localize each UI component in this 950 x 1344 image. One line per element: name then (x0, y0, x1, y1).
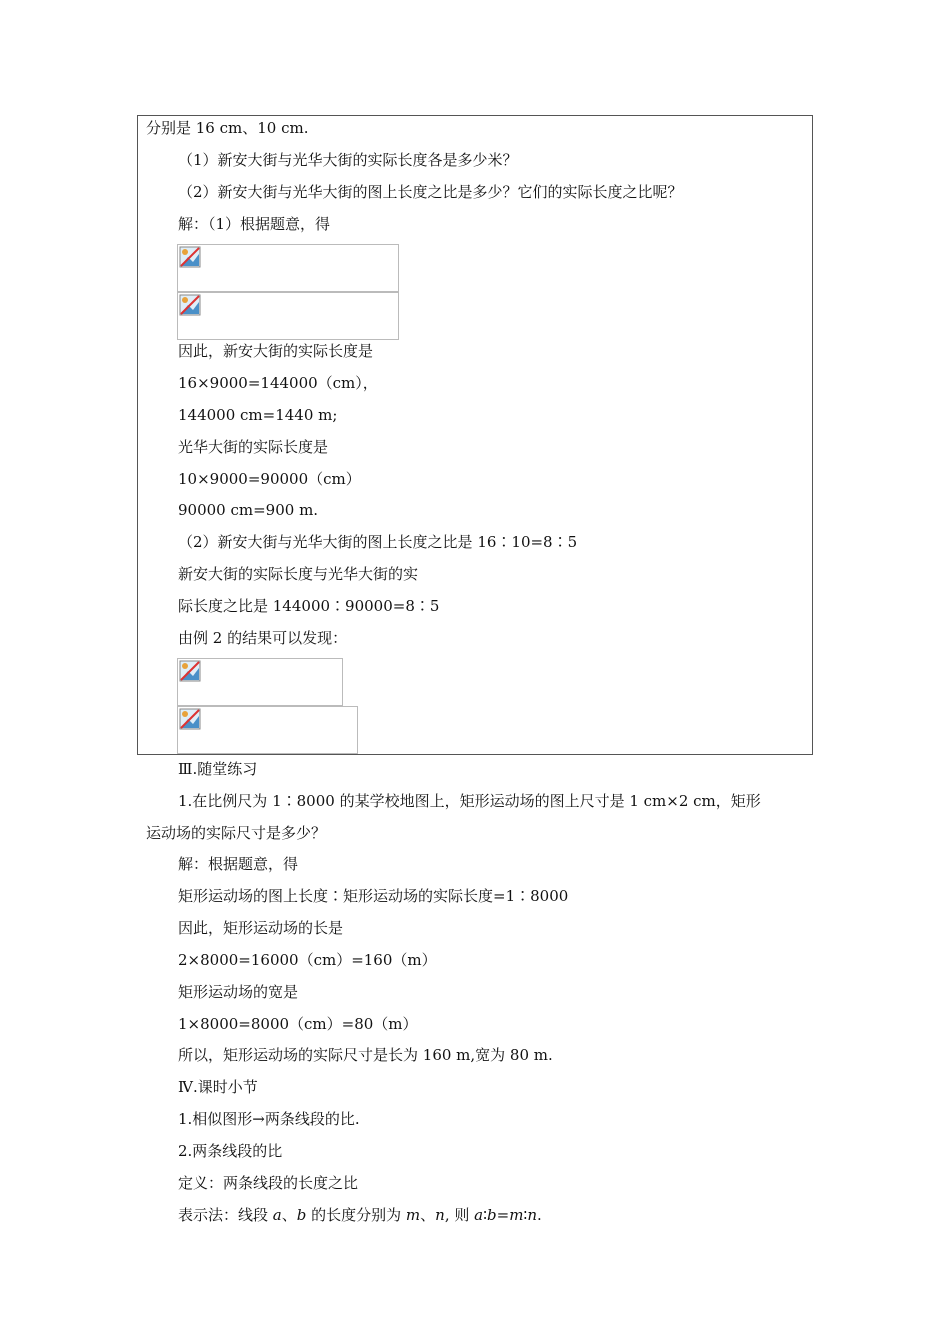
var-m: m (509, 1206, 524, 1224)
box-line-9: 10×9000=90000（cm） (178, 470, 361, 488)
var-m: m (405, 1206, 421, 1224)
solution-intro: 解：（1）根据题意，得 (178, 215, 331, 233)
broken-image-icon (179, 246, 201, 268)
notation-text: 的长度分别为 (306, 1206, 406, 1224)
var-n: n (435, 1206, 445, 1224)
exercise-solution-1: 解：根据题意，得 (178, 855, 299, 873)
box-line-13: 际长度之比是 144000∶90000=8∶5 (178, 597, 440, 615)
box-line-11: （2）新安大街与光华大街的图上长度之比是 16∶10=8∶5 (178, 533, 578, 551)
section4-heading: Ⅳ.课时小节 (178, 1078, 258, 1096)
section3-heading: Ⅲ.随堂练习 (178, 760, 258, 778)
var-b: b (487, 1206, 497, 1224)
exercise-solution-4: 2×8000=16000（cm）=160（m） (178, 951, 437, 969)
question-2: （2）新安大街与光华大街的图上长度之比是多少？它们的实际长度之比呢？ (178, 183, 683, 201)
question-1: （1）新安大街与光华大街的实际长度各是多少米？ (178, 151, 518, 169)
var-a: a (474, 1206, 484, 1224)
notation-text: 、 (420, 1206, 436, 1224)
box-line-1: 分别是 16 cm、10 cm. (146, 119, 309, 137)
summary-definition: 定义：两条线段的长度之比 (178, 1174, 359, 1192)
notation-text: 表示法：线段 (178, 1206, 273, 1224)
var-b: b (296, 1206, 307, 1224)
broken-image-icon (179, 294, 201, 316)
exercise-solution-5: 矩形运动场的宽是 (178, 983, 299, 1001)
notation-text: = (496, 1206, 510, 1224)
notation-text: . (537, 1206, 542, 1224)
broken-image-icon (179, 660, 201, 682)
exercise-solution-6: 1×8000=8000（cm）=80（m） (178, 1015, 418, 1033)
notation-text: 、 (281, 1206, 297, 1224)
exercise-solution-3: 因此，矩形运动场的长是 (178, 919, 344, 937)
broken-image (177, 706, 358, 754)
broken-image (177, 244, 399, 292)
box-line-10: 90000 cm=900 m. (178, 501, 319, 519)
var-n: n (527, 1206, 537, 1224)
broken-image (177, 658, 343, 706)
notation-text: ∶ (523, 1206, 528, 1224)
broken-image-icon (179, 708, 201, 730)
notation-text: , 则 (444, 1206, 475, 1224)
var-a: a (272, 1206, 282, 1224)
summary-item-1: 1.相似图形→两条线段的比. (178, 1110, 360, 1128)
box-line-6: 16×9000=144000（cm）， (178, 374, 378, 392)
box-line-7: 144000 cm=1440 m; (178, 406, 338, 424)
broken-image (177, 292, 399, 340)
exercise-solution-7: 所以，矩形运动场的实际尺寸是长为 160 m,宽为 80 m. (178, 1046, 553, 1064)
exercise-1-line-2: 运动场的实际尺寸是多少？ (146, 824, 327, 842)
box-line-5: 因此，新安大街的实际长度是 (178, 342, 374, 360)
exercise-1-line-1: 1.在比例尺为 1∶8000 的某学校地图上，矩形运动场的图上尺寸是 1 cm×2 cm，矩形 (178, 792, 761, 810)
box-line-14: 由例 2 的结果可以发现： (178, 629, 348, 647)
summary-notation (178, 1205, 542, 1225)
box-line-12: 新安大街的实际长度与光华大街的实 (178, 565, 419, 583)
summary-item-2: 2.两条线段的比 (178, 1142, 283, 1160)
exercise-solution-2: 矩形运动场的图上长度∶矩形运动场的实际长度=1∶8000 (178, 887, 569, 905)
notation-text: ∶ (483, 1206, 487, 1224)
box-line-8: 光华大街的实际长度是 (178, 438, 329, 456)
